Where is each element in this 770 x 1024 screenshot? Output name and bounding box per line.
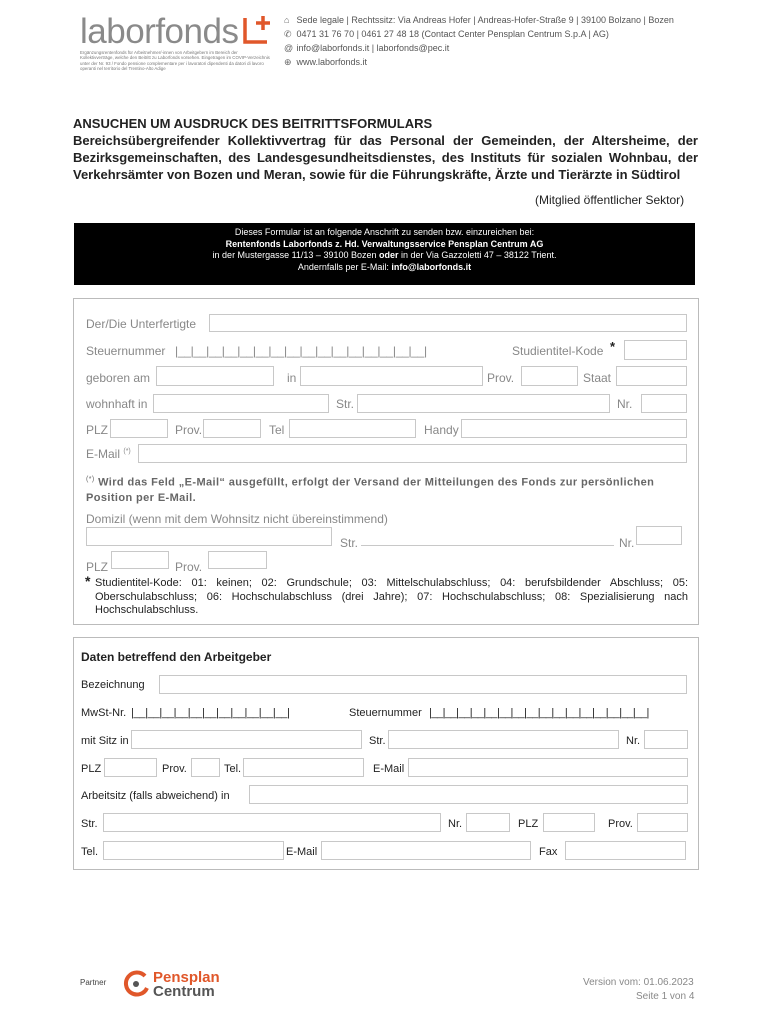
at-icon: @	[284, 43, 294, 53]
study-code-star: *	[610, 339, 616, 354]
notice-line-4: Andernfalls per E-Mail: info@laborfonds.it	[297, 261, 472, 272]
state-label: Staat	[583, 371, 612, 385]
dom-nr-label: Nr.	[619, 536, 635, 550]
seat-tel-field[interactable]	[243, 758, 364, 777]
nr-label: Nr.	[617, 397, 633, 411]
work-nr-label: Nr.	[448, 818, 463, 830]
employer-panel	[73, 637, 699, 870]
notice-line-3: in der Mustergasse 11/13 – 39100 Bozen oder in der Via Gazzoletti 47 – 38122 Trient.	[212, 250, 557, 260]
codes-star: *	[85, 573, 91, 589]
seat-email-label: E-Mail	[373, 763, 405, 775]
fax-label: Fax	[539, 846, 558, 858]
state-field[interactable]	[616, 366, 687, 386]
street-label: Str.	[336, 397, 355, 411]
pensplan-logo-icon	[121, 970, 151, 998]
study-code-label: Studientitel-Kode	[512, 344, 604, 358]
dom-zip-field[interactable]	[111, 551, 169, 569]
zip-label: PLZ	[86, 423, 109, 437]
work-tel-field[interactable]	[103, 841, 284, 860]
employer-tax-boxes[interactable]: |__|__|__|__|__|__|__|__|__|__|__|__|__|__|__|__|	[429, 707, 649, 719]
version-date: Version vom: 01.06.2023	[583, 977, 694, 988]
notice-line-1: Dieses Formular ist an folgende Anschrift zu senden bzw. einzureichen bei:	[234, 227, 535, 237]
laborfonds-cross-icon	[243, 14, 273, 44]
phone-icon: ✆	[284, 29, 292, 39]
work-nr-field[interactable]	[466, 813, 510, 832]
born-on-label: geboren am	[86, 371, 151, 385]
birth-place-field[interactable]	[300, 366, 483, 386]
work-zip-label: PLZ	[518, 818, 539, 830]
notice-line-2: Rentenfonds Laborfonds z. Hd. Verwaltungsservice Pensplan Centrum AG	[225, 238, 544, 249]
vat-label: MwSt-Nr.	[81, 707, 127, 719]
seat-zip-label: PLZ	[81, 763, 102, 775]
seat-tel-label: Tel.	[224, 763, 242, 775]
work-street-label: Str.	[81, 818, 98, 830]
vat-boxes[interactable]: |__|__|__|__|__|__|__|__|__|__|__|	[131, 707, 290, 719]
seat-zip-field[interactable]	[104, 758, 157, 777]
fax-field[interactable]	[565, 841, 686, 860]
phone-line: ✆ 0471 31 76 70 | 0461 27 48 18 (Contact Center Pensplan Centrum S.p.A | AG)	[284, 29, 609, 39]
seat-nr-label: Nr.	[626, 735, 641, 747]
work-prov-label: Prov.	[608, 818, 633, 830]
email-note: (*) Wird das Feld „E-Mail“ ausgefüllt, erfolgt der Versand der Mitteilungen des Fonds zur persönlichen Position per E-Mail.	[86, 476, 655, 504]
workplace-field[interactable]	[249, 785, 688, 804]
resident-label: wohnhaft in	[86, 397, 148, 411]
nr-field[interactable]	[641, 394, 687, 413]
mobile-field[interactable]	[461, 419, 687, 438]
mobile-label: Handy	[424, 423, 459, 437]
employer-section-title: Daten betreffend den Arbeitgeber	[81, 650, 272, 664]
dom-prov-field[interactable]	[208, 551, 267, 569]
sector-label: (Mitglied öffentlicher Sektor)	[535, 193, 685, 207]
dom-nr-field[interactable]	[636, 526, 682, 545]
form-title	[73, 115, 698, 183]
workplace-label: Arbeitsitz (falls abweichend) in	[81, 790, 230, 802]
dom-prov-label: Prov.	[175, 560, 203, 574]
zip-field[interactable]	[110, 419, 168, 438]
tax-code-boxes[interactable]: |__|__|__|__|__|__|__|__|__|__|__|__|__|__|__|__|	[175, 344, 427, 358]
email-field[interactable]	[138, 444, 687, 463]
address-line: ⌂ Sede legale | Rechtssitz: Via Andreas Hofer | Andreas-Hofer-Straße 9 | 39100 Bolzano | Bozen	[284, 15, 674, 25]
contract-title: Bereichsübergreifender Kollektivvertrag für das Personal der Gemeinden, der Altersheime, der Bezirksgemeinschaften, des Landesgesundheitsdienstes, des Instituts für sozialen Wohnbau, der Verkehrsämter von Bozen und Meran, sowie für die Führungskräfte, Ärzte und Tierärzte in Südtirol	[73, 133, 698, 182]
domicile-label: Domizil (wenn mit dem Wohnsitz nicht übereinstimmend)	[86, 512, 388, 526]
work-tel-label: Tel.	[81, 846, 99, 858]
employer-name-field[interactable]	[159, 675, 687, 694]
study-code-field[interactable]	[624, 340, 687, 360]
residence-city-field[interactable]	[153, 394, 329, 413]
partner-label: Partner	[80, 978, 107, 987]
birth-prov-label: Prov.	[487, 371, 515, 385]
work-zip-field[interactable]	[543, 813, 595, 832]
work-email-field[interactable]	[321, 841, 531, 860]
seat-field[interactable]	[131, 730, 362, 749]
logo-subtext: Ergänzungsrentenfonds für Arbeitnehmer/-innen von Arbeitgebern im Bereich der Kollektivverträge, welche den Beitritt zu Laborfonds vorsehen. Eingetragen im COVIP-Verzeichnis unter der Nr. 93 / Fondo pensione complementare per i lavoratori dipendenti da datori di lavoro operanti nel territorio del Trentino-Alto Adige	[80, 50, 270, 72]
work-email-label: E-Mail	[286, 846, 318, 858]
seat-street-label: Str.	[369, 735, 386, 747]
title-line: ANSUCHEN UM AUSDRUCK DES BEITRITTSFORMULARS	[73, 116, 433, 131]
tel-label: Tel	[269, 423, 285, 437]
laborfonds-logo: laborfonds	[80, 12, 239, 51]
page-number: Seite 1 von 4	[636, 991, 695, 1002]
work-prov-field[interactable]	[637, 813, 688, 832]
seat-prov-field[interactable]	[191, 758, 220, 777]
prov-label: Prov.	[175, 423, 203, 437]
email-line: @ info@laborfonds.it | laborfonds@pec.it	[284, 43, 450, 53]
street-field[interactable]	[357, 394, 610, 413]
work-street-field[interactable]	[103, 813, 441, 832]
birth-date-field[interactable]	[156, 366, 274, 386]
undersigned-label: Der/Die Unterfertigte	[86, 317, 197, 331]
globe-icon: ⊕	[284, 57, 292, 67]
birth-prov-field[interactable]	[521, 366, 578, 386]
prov-field[interactable]	[203, 419, 261, 438]
seat-label: mit Sitz in	[81, 735, 129, 747]
notice-box	[74, 223, 695, 285]
seat-nr-field[interactable]	[644, 730, 688, 749]
tel-field[interactable]	[289, 419, 416, 438]
pensplan-wordmark: Pensplan Centrum	[153, 969, 220, 1000]
employer-name-label: Bezeichnung	[81, 679, 145, 691]
seat-email-field[interactable]	[408, 758, 688, 777]
undersigned-field[interactable]	[209, 314, 687, 332]
domicile-city-field[interactable]	[86, 527, 332, 546]
dom-street-label: Str.	[340, 536, 359, 550]
birth-place-label: in	[287, 371, 297, 385]
study-codes-legend: Studientitel-Kode: 01: keinen; 02: Grundschule; 03: Mittelschulabschluss; 04: berufsbildender Abschluss; 05: Oberschulabschluss; 06: Hochschulabschluss (drei Jahre); 07: Hochschulabschluss; 08: Spezialisierung nach Hochschulabschluss.	[95, 577, 688, 616]
seat-street-field[interactable]	[388, 730, 619, 749]
email-label: E-Mail (*)	[86, 447, 131, 461]
dom-zip-label: PLZ	[86, 560, 109, 574]
seat-prov-label: Prov.	[162, 763, 187, 775]
web-line: ⊕ www.laborfonds.it	[284, 57, 368, 67]
dom-street-field[interactable]	[361, 527, 614, 546]
tax-code-label: Steuernummer	[86, 344, 166, 358]
home-icon: ⌂	[284, 15, 290, 25]
employer-tax-label: Steuernummer	[349, 707, 422, 719]
